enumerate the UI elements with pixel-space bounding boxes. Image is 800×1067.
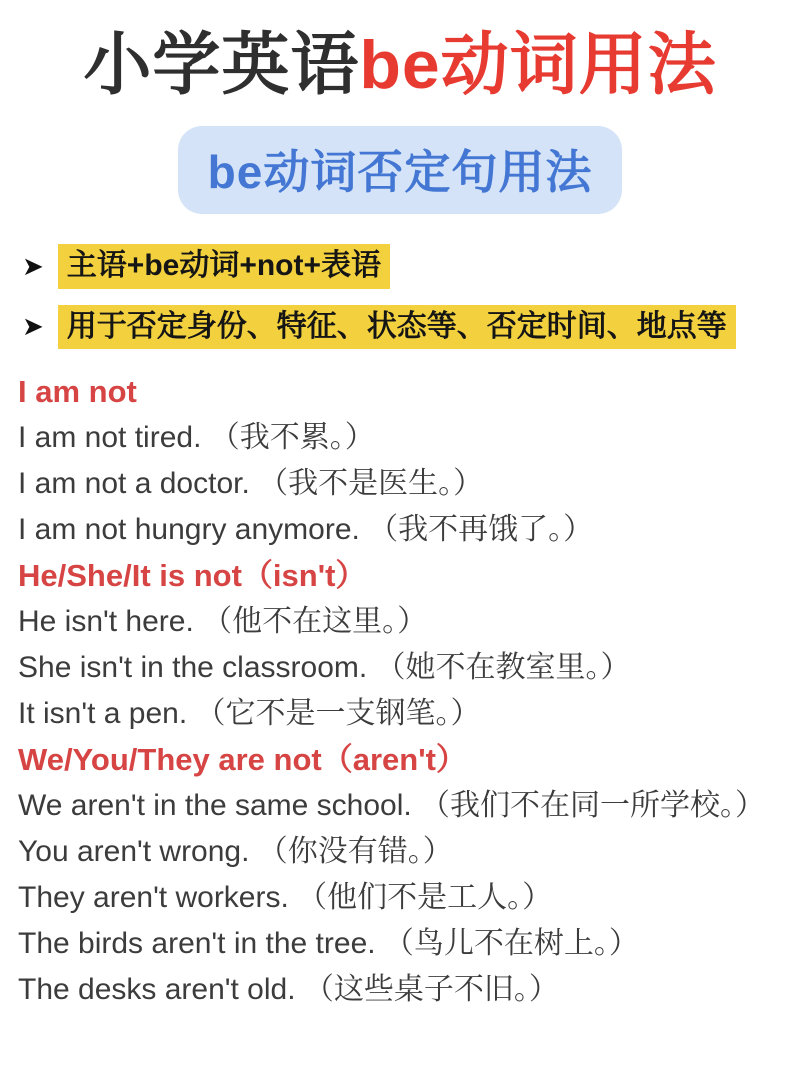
example-line: The birds aren't in the tree. （鸟儿不在树上。）	[18, 927, 639, 961]
example-line: They aren't workers. （他们不是工人。）	[18, 881, 553, 915]
example-line: It isn't a pen. （它不是一支钢笔。）	[18, 697, 481, 731]
bullet-rule-structure-label: 主语+be动词+not+表语	[58, 244, 390, 289]
page-title	[0, 0, 800, 104]
example-line: You aren't wrong. （你没有错。）	[18, 835, 453, 869]
title-black-part: 小学英语	[83, 27, 360, 103]
title-red-part: be动词用法	[359, 27, 717, 103]
bullet-rule-structure	[22, 244, 778, 289]
bullet-rule-usage-label: 用于否定身份、特征、状态等、否定时间、地点等	[58, 305, 736, 350]
section-heading-he-she-it: He/She/It is not（isn't）	[18, 558, 367, 594]
example-line: He isn't here. （他不在这里。）	[18, 605, 428, 639]
example-line: The desks aren't old. （这些桌子不旧。）	[18, 973, 559, 1007]
example-line: We aren't in the same school. （我们不在同一所学校。）	[18, 789, 766, 823]
subtitle-row	[0, 126, 800, 214]
example-line: I am not tired. （我不累。）	[18, 421, 375, 455]
subtitle-badge: be动词否定句用法	[178, 126, 623, 214]
section-heading-i-am-not: I am not	[18, 374, 137, 410]
bullet-rule-usage	[22, 305, 778, 350]
rule-bullet-list	[0, 244, 800, 349]
arrow-bullet-icon: ➤	[22, 250, 44, 281]
example-line: She isn't in the classroom. （她不在教室里。）	[18, 651, 631, 685]
example-line: I am not a doctor. （我不是医生。）	[18, 467, 484, 501]
example-line: I am not hungry anymore. （我不再饿了。）	[18, 513, 594, 547]
section-heading-we-you-they: We/You/They are not（aren't）	[18, 742, 467, 778]
arrow-bullet-icon: ➤	[22, 311, 44, 342]
examples-content	[0, 365, 800, 1013]
